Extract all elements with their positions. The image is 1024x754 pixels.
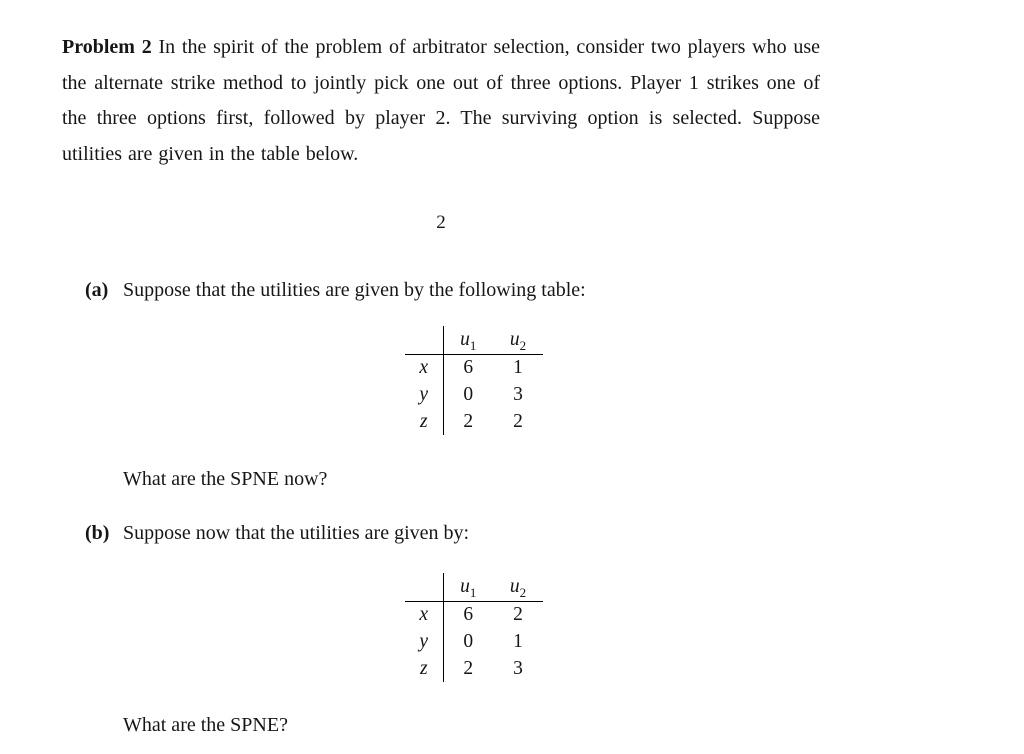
table-b-corner-cell xyxy=(405,573,443,601)
cell-value: 0 xyxy=(463,630,474,652)
u2-symbol: u xyxy=(509,575,520,597)
part-b-label: (b) xyxy=(85,522,110,544)
table-row xyxy=(405,601,543,628)
problem-label: Problem 2 xyxy=(62,36,152,58)
part-a xyxy=(62,276,962,304)
cell-value: 1 xyxy=(513,630,523,652)
problem-statement xyxy=(62,30,820,172)
table-a-header-u2 xyxy=(493,326,543,354)
cell-value: 3 xyxy=(513,383,523,405)
cell-value: 6 xyxy=(463,356,474,378)
cell-value: 2 xyxy=(463,657,474,679)
page-number: 2 xyxy=(436,212,446,233)
table-a-header-u1 xyxy=(443,326,493,354)
row-label-x: x xyxy=(405,354,443,381)
question-a: What are the SPNE now? xyxy=(123,468,328,490)
cell-value: 3 xyxy=(513,657,523,679)
u1-symbol: u xyxy=(460,328,470,350)
problem-text: In the spirit of the problem of arbitrator selection, consider two players who use the alternate strike method to jointly pick one out of three options. Player 1 strikes one of the three options first, followed by player 2. The surviving option is selected. Suppose utilities are given in the table below. xyxy=(62,36,821,165)
u1-subscript: 1 xyxy=(469,584,477,600)
cell-value: 0 xyxy=(463,383,474,405)
cell-value: 2 xyxy=(513,410,523,432)
question-b: What are the SPNE? xyxy=(123,714,288,736)
table-b-header-row xyxy=(405,573,543,601)
part-a-label: (a) xyxy=(85,279,109,301)
part-b-text: Suppose now that the utilities are given by: xyxy=(123,522,470,544)
row-label-y: y xyxy=(405,628,443,655)
table-b-header-u1 xyxy=(443,573,493,601)
u2-symbol: u xyxy=(509,328,520,350)
row-label-z: z xyxy=(405,408,443,435)
table-row xyxy=(405,354,543,381)
table-a-header-row xyxy=(405,326,543,354)
cell-value: 2 xyxy=(513,603,523,625)
u1-subscript: 1 xyxy=(469,337,477,353)
u2-subscript: 2 xyxy=(519,337,527,353)
table-row xyxy=(405,655,543,682)
u1-symbol: u xyxy=(460,575,470,597)
table-b-header-u2 xyxy=(493,573,543,601)
table-row xyxy=(405,408,543,435)
part-a-text: Suppose that the utilities are given by the following table: xyxy=(123,279,586,301)
utilities-table-b xyxy=(405,573,543,682)
utilities-table-a xyxy=(405,326,543,435)
u2-subscript: 2 xyxy=(519,584,527,600)
row-label-y: y xyxy=(405,381,443,408)
cell-value: 6 xyxy=(463,603,474,625)
row-label-z: z xyxy=(405,655,443,682)
part-b xyxy=(62,519,962,547)
table-row xyxy=(405,381,543,408)
cell-value: 1 xyxy=(513,356,523,378)
table-a-corner-cell xyxy=(405,326,443,354)
cell-value: 2 xyxy=(463,410,474,432)
row-label-x: x xyxy=(405,601,443,628)
table-row xyxy=(405,628,543,655)
